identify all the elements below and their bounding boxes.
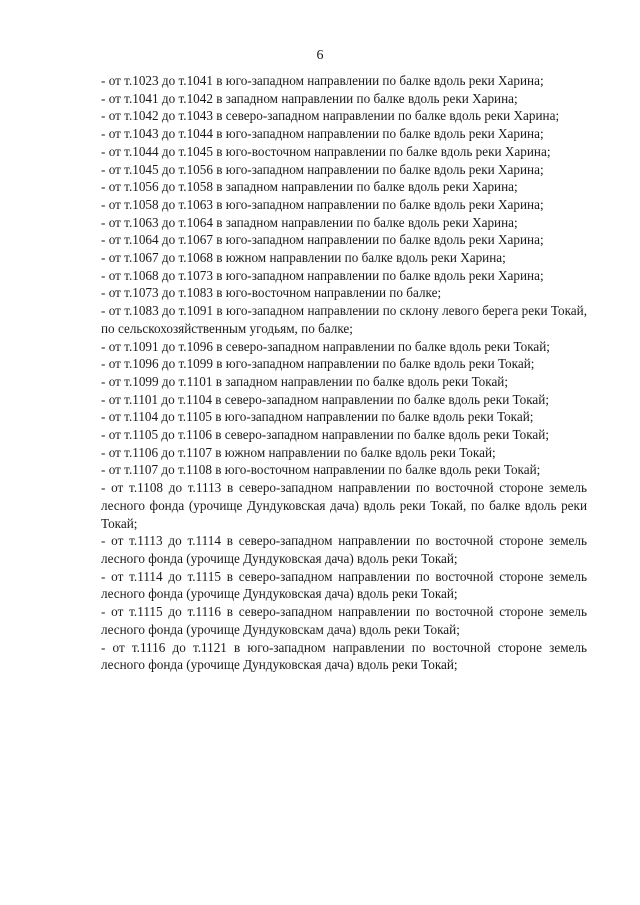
boundary-segment-item: - от т.1043 до т.1044 в юго-западном направлении по балке вдоль реки Харина; xyxy=(101,126,544,142)
boundary-segment-item: - от т.1096 до т.1099 в юго-западном направлении по балке вдоль реки Токай; xyxy=(101,356,535,372)
boundary-segment-item: - от т.1107 до т.1108 в юго-восточном направлении по балке вдоль реки Токай; xyxy=(101,462,541,478)
boundary-description-list xyxy=(101,72,587,674)
boundary-segment-item: - от т.1073 до т.1083 в юго-восточном направлении по балке; xyxy=(101,285,442,301)
boundary-segment-item: - от т.1091 до т.1096 в северо-западном направлении по балке вдоль реки Токай; xyxy=(101,338,550,354)
boundary-segment-item: - от т.1058 до т.1063 в юго-западном направлении по балке вдоль реки Харина; xyxy=(101,196,544,212)
boundary-segment-item: - от т.1108 до т.1113 в северо-западном направлении по восточной стороне земель лесного фонда (урочище Дундуковская дача) вдоль реки Токай, по балке вдоль реки Токай; xyxy=(101,480,587,531)
boundary-segment-item: - от т.1099 до т.1101 в западном направлении по балке вдоль реки Токай; xyxy=(101,373,509,389)
boundary-segment-item: - от т.1083 до т.1091 в юго-западном направлении по склону левого берега реки Токай, по сельскохозяйственным угодьям, по балке; xyxy=(101,303,587,336)
boundary-segment-item: - от т.1115 до т.1116 в северо-западном направлении по восточной стороне земель лесного фонда (урочище Дундуковскам дача) вдоль реки Токай; xyxy=(101,604,587,637)
boundary-segment-item: - от т.1064 до т.1067 в юго-западном направлении по балке вдоль реки Харина; xyxy=(101,232,544,248)
boundary-segment-item: - от т.1068 до т.1073 в юго-западном направлении по балке вдоль реки Харина; xyxy=(101,267,544,283)
boundary-segment-item: - от т.1105 до т.1106 в северо-западном направлении по балке вдоль реки Токай; xyxy=(101,427,549,443)
boundary-segment-item: - от т.1045 до т.1056 в юго-западном направлении по балке вдоль реки Харина; xyxy=(101,161,544,177)
boundary-segment-item: - от т.1116 до т.1121 в юго-западном направлении по восточной стороне земель лесного фонда (урочище Дундуковская дача) вдоль реки Токай; xyxy=(101,639,587,673)
boundary-segment-item: - от т.1056 до т.1058 в западном направлении по балке вдоль реки Харина; xyxy=(101,179,518,195)
page-number: 6 xyxy=(316,48,324,63)
boundary-segment-item: - от т.1106 до т.1107 в южном направлении по балке вдоль реки Токай; xyxy=(101,444,496,460)
boundary-segment-item: - от т.1067 до т.1068 в южном направлении по балке вдоль реки Харина; xyxy=(101,250,506,266)
boundary-segment-item: - от т.1042 до т.1043 в северо-западном направлении по балке вдоль реки Харина; xyxy=(101,108,560,124)
boundary-segment-item: - от т.1063 до т.1064 в западном направлении по балке вдоль реки Харина; xyxy=(101,214,518,230)
boundary-segment-item: - от т.1113 до т.1114 в северо-западном направлении по восточной стороне земель лесного фонда (урочище Дундуковская дача) вдоль реки Токай; xyxy=(101,533,587,566)
boundary-segment-item: - от т.1041 до т.1042 в западном направлении по балке вдоль реки Харина; xyxy=(101,90,518,106)
boundary-segment-item: - от т.1114 до т.1115 в северо-западном направлении по восточной стороне земель лесного фонда (урочище Дундуковская дача) вдоль реки Токай; xyxy=(101,568,587,602)
boundary-segment-item: - от т.1104 до т.1105 в юго-западном направлении по балке вдоль реки Токай; xyxy=(101,409,534,425)
boundary-segment-item: - от т.1044 до т.1045 в юго-восточном направлении по балке вдоль реки Харина; xyxy=(101,143,551,159)
boundary-segment-item: - от т.1023 до т.1041 в юго-западном направлении по балке вдоль реки Харина; xyxy=(101,73,544,88)
boundary-segment-item: - от т.1101 до т.1104 в северо-западном направлении по балке вдоль реки Токай; xyxy=(101,391,549,407)
